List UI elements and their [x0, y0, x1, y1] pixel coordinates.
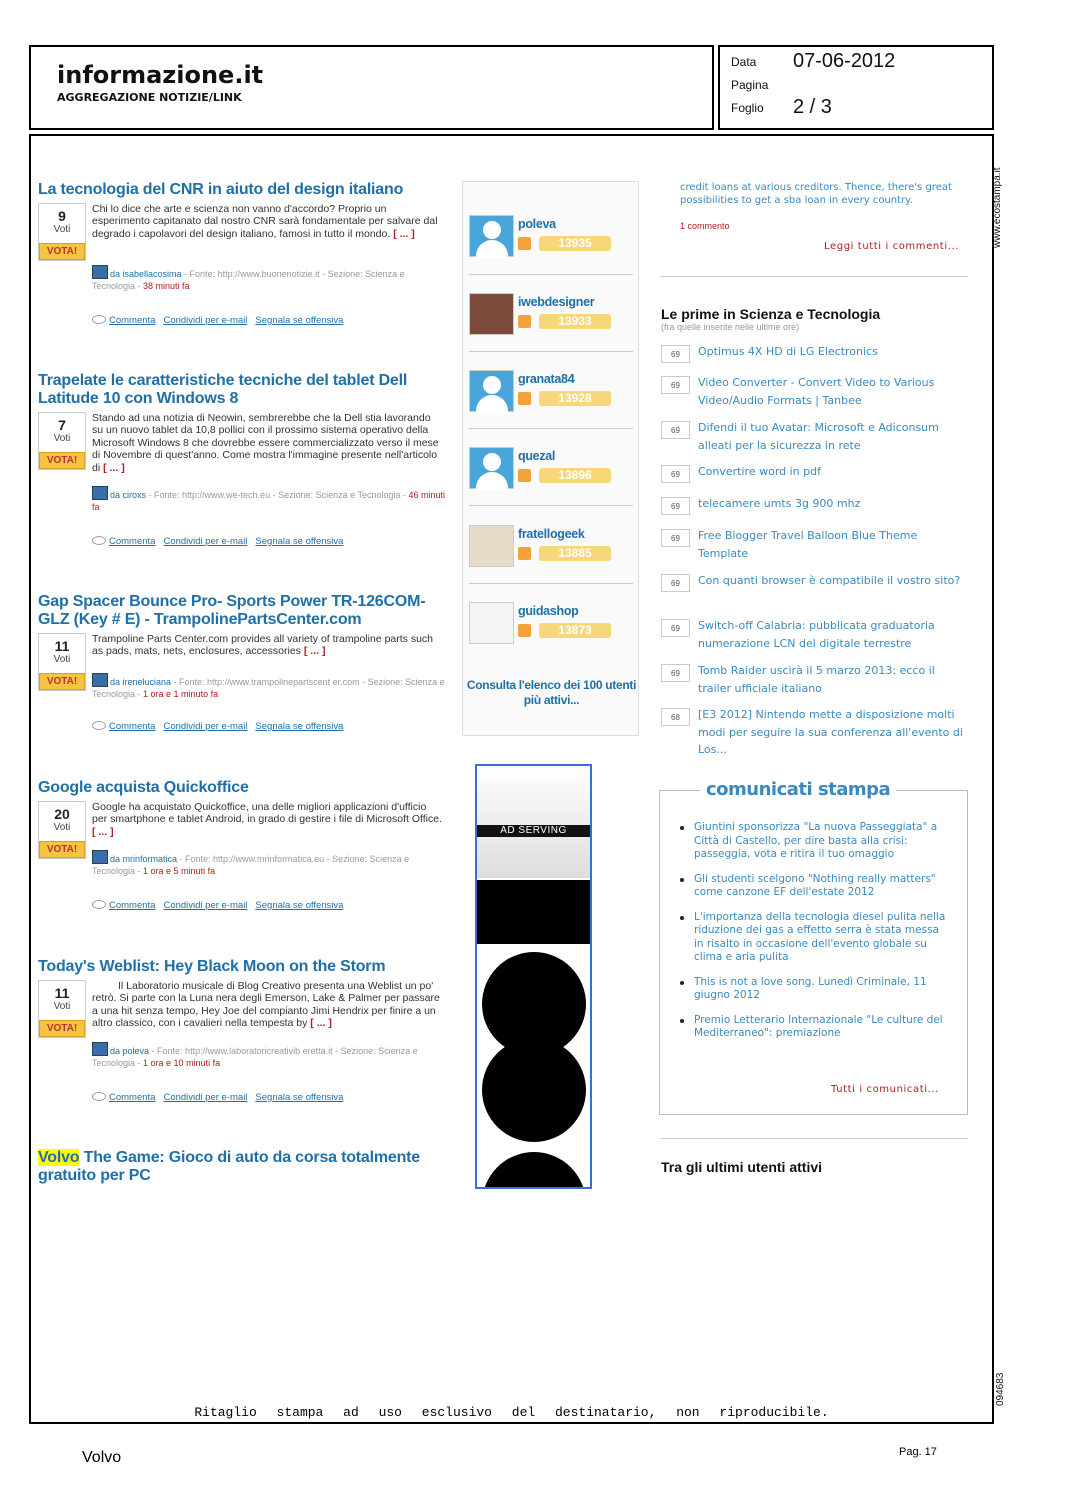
ad-banner[interactable] [475, 764, 592, 1189]
vote-box [38, 980, 86, 1038]
article [38, 958, 450, 1108]
divider [469, 505, 633, 506]
press-list [678, 821, 948, 1052]
page-label: Pagina [731, 78, 769, 92]
divider [469, 274, 633, 275]
article-actions [92, 1092, 351, 1103]
author-link[interactable]: da isabellacosima [110, 269, 182, 279]
vote-button[interactable]: VOTA! [39, 243, 85, 260]
user-score: 13933 [539, 314, 611, 329]
summary-text: Stando ad una notizia di Neowin, sembrerebbe che la Dell stia lavorando su un nuovo tablet da 10,8 pollici con il prossimo sistema operativo della Microsoft Windows 8 che dovrebbe essere commercializzato verso il mese di Novembre di quest'anno. Come mostra l'immagine presente nell'articolo di [92, 412, 439, 474]
ad-circle-shape [482, 1152, 586, 1189]
user-score: 13928 [539, 391, 611, 406]
press-title: comunicati stampa [700, 779, 896, 800]
read-more-link[interactable]: [ ... ] [310, 1017, 332, 1030]
score-badge: 69 [661, 421, 690, 439]
article [38, 372, 450, 552]
article-summary [92, 203, 442, 240]
top-item-link[interactable]: [E3 2012] Nintendo mette a disposizione molti modi per seguire la sua conferenza all'evento di Los... [698, 708, 963, 757]
divider [660, 1138, 968, 1139]
score-badge: 69 [661, 664, 690, 682]
active-users-title: Tra gli ultimi utenti attivi [661, 1159, 823, 1175]
clipping-info-box [718, 45, 994, 130]
top-science-title: Le prime in Scienza e Tecnologia [661, 306, 881, 322]
user-score: 13935 [539, 236, 611, 251]
active-users-panel [462, 181, 639, 736]
top-item-link[interactable]: Video Converter - Convert Video to Various Video/Audio Formats | Tanbee [698, 376, 935, 407]
source-text: - Fonte: http://www.laboratoricreativib eretta.it - Sezione: Scienza e Tecnologia - [92, 1046, 418, 1068]
article-meta [92, 673, 448, 700]
user-avatar-icon [92, 1042, 108, 1056]
comment-link[interactable]: Commenta [109, 315, 156, 326]
user-avatar[interactable] [469, 525, 514, 567]
top-item-link[interactable]: Convertire word in pdf [698, 465, 821, 478]
article-summary [92, 801, 442, 838]
read-more-link[interactable]: [ ... ] [103, 461, 125, 474]
article-title[interactable]: Google acquista Quickoffice [38, 779, 249, 796]
article-actions [92, 315, 351, 326]
user-row[interactable] [469, 447, 635, 501]
site-subtitle: AGGREGAZIONE NOTIZIE/LINK [57, 91, 242, 104]
rss-icon[interactable] [518, 469, 531, 482]
article-meta [92, 1042, 448, 1069]
press-releases-box [659, 779, 968, 1115]
share-email-link[interactable]: Condividi per e-mail [163, 315, 248, 326]
ad-label: AD SERVING [477, 825, 590, 837]
share-email-link[interactable]: Condividi per e-mail [163, 721, 248, 732]
report-link[interactable]: Segnala se offensiva [255, 900, 344, 911]
comment-bubble-icon [92, 536, 106, 545]
vote-label: Voti [53, 433, 71, 444]
share-email-link[interactable]: Condividi per e-mail [163, 1092, 248, 1103]
top-item-link[interactable]: Con quanti browser è compatibile il vostro sito? [698, 574, 961, 587]
top-item-link[interactable]: Switch-off Calabria: pubblicata graduatoria numerazione LCN del digitale terrestre [698, 619, 935, 650]
vote-count: 11 [54, 985, 70, 1001]
vote-button[interactable]: VOTA! [39, 841, 85, 858]
user-row[interactable] [469, 293, 635, 347]
score-badge: 69 [661, 465, 690, 483]
user-avatar-icon [92, 850, 108, 864]
score-badge: 69 [661, 345, 690, 363]
user-name[interactable]: quezal [518, 449, 556, 463]
article-title[interactable]: Gap Spacer Bounce Pro- Sports Power TR-126COM-GLZ (Key # E) - TrampolinePartsCenter.com [38, 593, 426, 628]
divider [469, 351, 633, 352]
read-more-link[interactable]: [ ... ] [303, 645, 326, 658]
vote-button[interactable]: VOTA! [39, 1020, 85, 1037]
user-row[interactable] [469, 602, 635, 656]
ad-dark-panel [477, 880, 590, 944]
article [38, 1149, 450, 1185]
article-actions [92, 721, 351, 732]
top-item-link[interactable]: Tomb Raider uscirà il 5 marzo 2013: ecco il trailer ufficiale italiano [698, 664, 935, 695]
user-name[interactable]: iwebdesigner [518, 295, 595, 309]
ad-circle-shape [482, 1038, 586, 1142]
top-item-link[interactable]: Difendi il tuo Avatar: Microsoft e Adiconsum alleati per la sicurezza in rete [698, 421, 939, 452]
source-text: - Fonte: http://www.mrinformatica.eu - Sezione: Scienza e Tecnologia - [92, 854, 410, 876]
source-text: - Fonte: http://www.buonenotizie.it - Sezione: Scienza e Tecnologia - [92, 269, 405, 291]
user-avatar[interactable] [469, 602, 514, 644]
comment-link[interactable]: Commenta [109, 721, 156, 732]
vote-count: 9 [58, 208, 66, 224]
comment-bubble-icon [92, 900, 106, 909]
user-avatar[interactable] [469, 215, 514, 257]
user-avatar[interactable] [469, 447, 514, 489]
author-link[interactable]: da ireneluciana [110, 677, 172, 687]
top-science-subtitle: (fra quelle inserite nelle ultime ore) [661, 322, 800, 332]
author-link[interactable]: da ciroxs [110, 490, 147, 500]
article-title[interactable] [38, 1149, 450, 1185]
age-text: 38 minuti fa [143, 281, 190, 291]
share-email-link[interactable]: Condividi per e-mail [163, 900, 248, 911]
rss-icon[interactable] [518, 315, 531, 328]
all-press-link[interactable]: Tutti i comunicati... [831, 1084, 939, 1095]
comment-link[interactable]: Commenta [109, 536, 156, 547]
user-name[interactable]: guidashop [518, 604, 579, 618]
comment-bubble-icon [92, 1092, 106, 1101]
article-actions [92, 900, 351, 911]
article-summary [92, 633, 442, 658]
comment-bubble-icon [92, 315, 106, 324]
article-meta [92, 850, 448, 877]
score-badge: 69 [661, 619, 690, 637]
press-item[interactable]: Premio Letterario Internazionale "Le culture del Mediterraneo": premiazione [678, 1014, 948, 1041]
article [38, 779, 450, 919]
sheet-value: 2 / 3 [793, 96, 832, 118]
rss-icon[interactable] [518, 624, 531, 637]
summary-text: Google ha acquistato Quickoffice, una delle migliori applicazioni d'ufficio per smartphone e tablet Android, in grado di gestire i file di Microsoft Office. [92, 801, 442, 826]
press-item[interactable]: This is not a love song. Lunedì Criminale, 11 giugno 2012 [678, 976, 948, 1003]
report-link[interactable]: Segnala se offensiva [255, 1092, 344, 1103]
brand-keyword: Volvo [82, 1449, 122, 1466]
report-link[interactable]: Segnala se offensiva [255, 536, 344, 547]
comment-link[interactable]: Commenta [109, 1092, 156, 1103]
vote-label: Voti [53, 822, 71, 833]
user-avatar-icon [92, 486, 108, 500]
share-email-link[interactable]: Condividi per e-mail [163, 536, 248, 547]
user-avatar-icon [92, 673, 108, 687]
article-title[interactable]: La tecnologia del CNR in aiuto del design italiano [38, 181, 404, 198]
highlighted-keyword: Volvo [38, 1149, 80, 1166]
vote-box [38, 203, 86, 261]
summary-text: Il Laboratorio musicale di Blog Creativo presenta una Weblist un po' retrò. Si parte con la Luna nera degli Emerson, Lake & Palmer per passare a una hit senza tempo, Hey Joe del compianto Jimi Hendrix per finire a un altro classico, con i cavalieri nella tempesta by [92, 980, 440, 1030]
user-avatar[interactable] [469, 293, 514, 335]
divider [660, 276, 968, 277]
clip-code: 094683 [995, 1372, 1006, 1406]
report-link[interactable]: Segnala se offensiva [255, 315, 344, 326]
sheet-label: Foglio [731, 101, 764, 115]
date-value: 07-06-2012 [793, 50, 896, 72]
vote-button[interactable]: VOTA! [39, 452, 85, 469]
article-title[interactable]: Today's Weblist: Hey Black Moon on the Storm [38, 958, 386, 975]
top-item-link[interactable]: telecamere umts 3g 900 mhz [698, 497, 861, 510]
comment-link[interactable]: Commenta [109, 900, 156, 911]
article [38, 593, 450, 738]
article-meta [92, 486, 448, 513]
author-link[interactable]: da poleva [110, 1046, 150, 1056]
user-row[interactable] [469, 215, 635, 269]
top-item-link[interactable]: Optimus 4X HD di LG Electronics [698, 345, 878, 358]
vote-label: Voti [53, 654, 71, 665]
agency-url: www.ecostampa.it [992, 167, 1003, 248]
press-item[interactable]: Giuntini sponsorizza "La nuova Passeggiata" a Città di Castello, per dire basta alla crisi: passeggia, vota e ritira il tuo omaggio [678, 821, 948, 862]
read-all-comments-link[interactable]: Leggi tutti i commenti... [824, 241, 960, 252]
user-name[interactable]: poleva [518, 217, 556, 231]
article [38, 181, 450, 331]
vote-count: 7 [58, 417, 66, 433]
divider [469, 428, 633, 429]
user-row[interactable] [469, 525, 635, 579]
article-summary [92, 412, 442, 474]
user-avatar-icon [92, 265, 108, 279]
press-item[interactable]: L'importanza della tecnologia diesel pulita nella riduzione dei gas a effetto serra è stata messa in risalto in occasione dell'evento globale su clima e aria pulita [678, 911, 948, 965]
user-name[interactable]: granata84 [518, 372, 575, 386]
page-number: Pag. 17 [899, 1446, 937, 1458]
user-name[interactable]: fratellogeek [518, 527, 585, 541]
read-more-link[interactable]: [ ... ] [92, 825, 114, 838]
press-item[interactable]: Gli studenti scelgono "Nothing really matters" come canzone EF dell'estate 2012 [678, 873, 948, 900]
ad-top-panel [477, 766, 590, 878]
comment-count[interactable]: 1 commento [680, 221, 730, 231]
age-text: 1 ora e 10 minuti fa [143, 1058, 221, 1068]
summary-text: Trampoline Parts Center.com provides all variety of trampoline parts such as pads, mats, nets, enclosures, accessories [92, 633, 434, 658]
article-title[interactable]: Trapelate le caratteristiche tecniche del tablet Dell Latitude 10 con Windows 8 [38, 372, 408, 407]
vote-box [38, 412, 86, 470]
author-link[interactable]: da mrinformatica [110, 854, 178, 864]
vote-label: Voti [53, 1001, 71, 1012]
date-label: Data [731, 55, 757, 69]
read-more-link[interactable]: [ ... ] [393, 227, 415, 240]
summary-text: Chi lo dice che arte e scienza non vanno d'accordo? Proprio un esperimento capitanato dal nostro CNR sarà fondamentale per salvare dal degrado i capolavori del design italiano, famosi in tutto il mondo. [92, 203, 438, 240]
age-text: 46 minuti fa [92, 490, 446, 512]
score-badge: 69 [661, 574, 690, 592]
source-text: - Fonte: http://www.trampolinepartscent er.com - Sezione: Scienza e Tecnologia - [92, 677, 445, 699]
rss-icon[interactable] [518, 392, 531, 405]
vote-button[interactable]: VOTA! [39, 673, 85, 690]
top-item-link[interactable]: Free Blogger Travel Balloon Blue Theme Template [698, 529, 918, 560]
vote-box [38, 633, 86, 691]
divider [469, 583, 633, 584]
rss-icon[interactable] [518, 237, 531, 250]
score-badge: 69 [661, 497, 690, 515]
score-badge: 68 [661, 708, 690, 726]
clipping-disclaimer: Ritaglio stampa ad uso esclusivo del destinatario, non riproducibile. [194, 1405, 829, 1420]
user-score: 13873 [539, 623, 611, 638]
age-text: 1 ora e 1 minuto fa [143, 689, 219, 699]
rss-icon[interactable] [518, 547, 531, 560]
source-text: - Fonte: http://www.we-tech.eu - Sezione: Scienza e Tecnologia - [146, 490, 409, 500]
user-row[interactable] [469, 370, 635, 424]
comment-bubble-icon [92, 721, 106, 730]
age-text: 1 ora e 5 minuti fa [143, 866, 216, 876]
vote-box [38, 801, 86, 859]
article-title-rest: The Game: Gioco di auto da corsa totalmente gratuito per PC [38, 1149, 420, 1184]
vote-count: 20 [54, 806, 70, 822]
user-avatar[interactable] [469, 370, 514, 412]
top-users-link[interactable]: Consulta l'elenco dei 100 utenti più attivi... [466, 678, 637, 707]
masthead [29, 45, 714, 130]
score-badge: 69 [661, 529, 690, 547]
user-score: 13885 [539, 546, 611, 561]
article-summary [92, 980, 442, 1030]
article-meta [92, 265, 448, 292]
user-score: 13896 [539, 468, 611, 483]
score-badge: 69 [661, 376, 690, 394]
vote-label: Voti [53, 224, 71, 235]
article-actions [92, 536, 351, 547]
report-link[interactable]: Segnala se offensiva [255, 721, 344, 732]
vote-count: 11 [54, 638, 70, 654]
site-title: informazione.it [57, 61, 264, 89]
comment-excerpt: credit loans at various creditors. Thence, there's great possibilities to get a sba loan in every country. [680, 182, 952, 207]
